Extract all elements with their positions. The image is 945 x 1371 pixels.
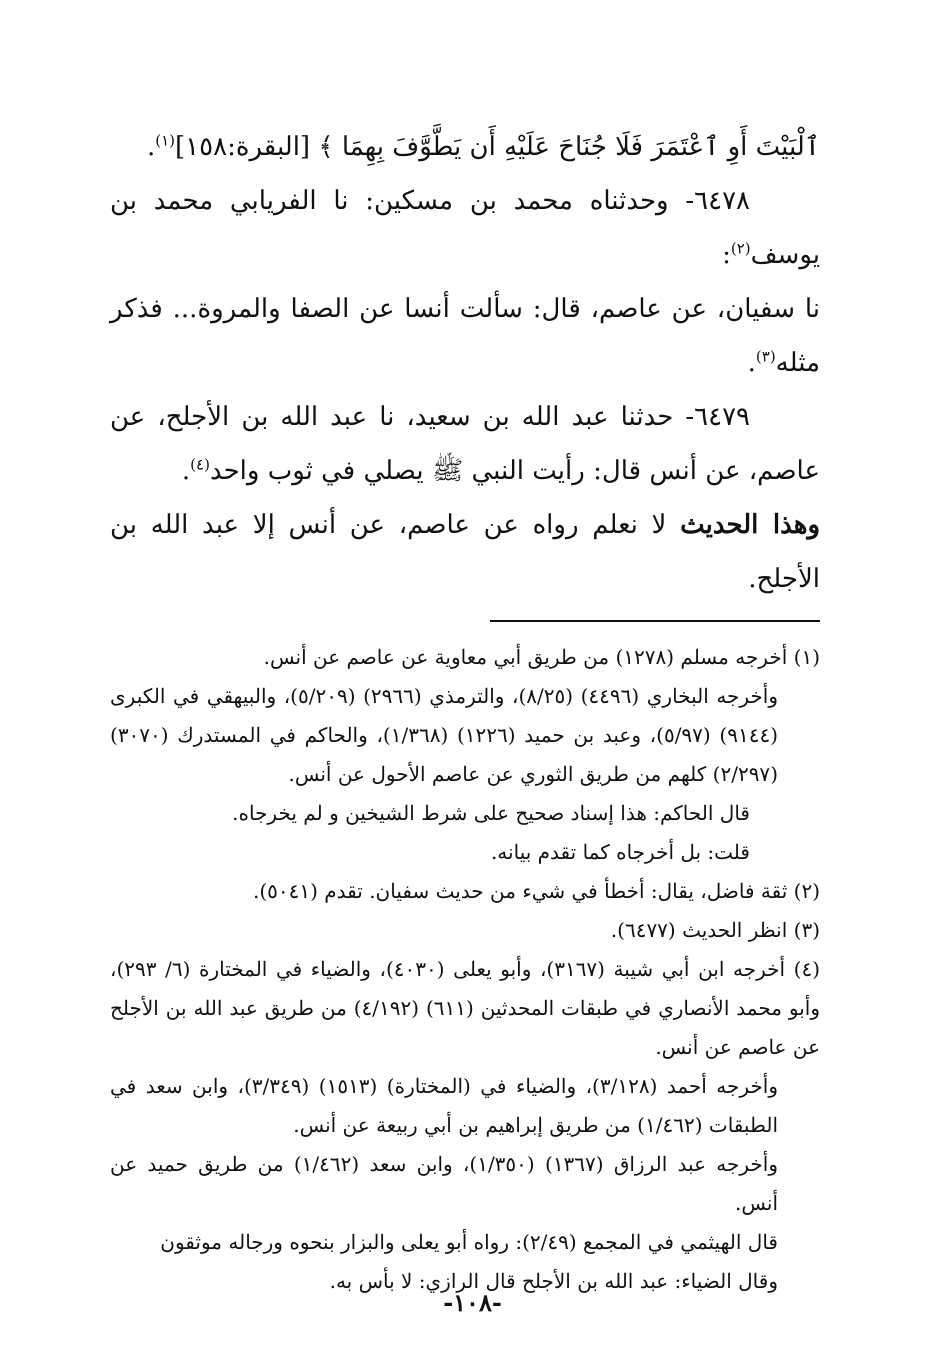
footnote-ref-4[interactable]: (٤) bbox=[190, 455, 210, 474]
footnote-ref-1[interactable]: (١) bbox=[155, 131, 175, 150]
hadith-6478-text: ٦٤٧٨- وحدثناه محمد بن مسكين: نا الفريابي محمد بن يوسف bbox=[110, 186, 820, 270]
footnote-4-ahmad: وأخرجه أحمد (٣/١٢٨)، والضياء في (المختارة) (١٥١٣) (٣/٣٤٩)، وابن سعد في الطبقات (١/٤٦٢) من طريق إبراهيم بن أبي ربيعة عن أنس. bbox=[110, 1074, 778, 1137]
page-number: -١٠٨- bbox=[443, 1288, 502, 1317]
main-text bbox=[110, 120, 820, 606]
footnote-ref-3[interactable]: (٣) bbox=[755, 347, 776, 366]
hadith-6478-continued: نا سفيان، عن عاصم، قال: سألت أنسا عن الصفا والمروة... فذكر مثله$^{(٣)}$. bbox=[110, 294, 820, 378]
hadith-6479: ٦٤٧٩- حدثنا عبد الله بن سعيد، نا عبد الله بن الأجلح، عن عاصم، عن أنس قال: رأيت النبي ﷺ يصلي في ثوب واحد$^{(٤)}$. bbox=[110, 402, 820, 486]
footnotes bbox=[110, 638, 820, 1301]
quran-verse-paragraph: ٱلْبَيْتَ أَوِ ٱعْتَمَرَ فَلَا جُنَاحَ عَلَيْهِ أَن يَطَّوَّفَ بِهِمَا ﴾ [البقرة:١٥٨]$^{(١)}$. bbox=[146, 131, 820, 162]
footnote-2: (٢) ثقة فاضل، يقال: أخطأ في شيء من حديث سفيان. تقدم (٥٠٤١). bbox=[252, 879, 820, 903]
footnote-divider bbox=[490, 620, 820, 622]
footnote-1-remark: قلت: بل أخرجاه كما تقدم بيانه. bbox=[490, 840, 750, 864]
footnote-1-hakim: قال الحاكم: هذا إسناد صحيح على شرط الشيخين و لم يخرجاه. bbox=[232, 801, 750, 825]
hadith-6478: ٦٤٧٨- وحدثناه محمد بن مسكين: نا الفريابي محمد بن يوسف$^{(٢)}$: bbox=[110, 186, 820, 270]
hadith-6479-text: ٦٤٧٩- حدثنا عبد الله بن سعيد، نا عبد الله بن الأجلح، عن عاصم، عن أنس قال: رأيت النبي ﷺ يصلي في ثوب واحد bbox=[110, 402, 820, 486]
footnote-1: (١) أخرجه مسلم (١٢٧٨) من طريق أبي معاوية عن عاصم عن أنس. bbox=[263, 645, 820, 669]
commentary-bold-phrase: وهذا الحديث bbox=[680, 510, 820, 540]
page-content bbox=[110, 120, 820, 1301]
footnote-ref-2[interactable]: (٢) bbox=[730, 239, 751, 258]
footnote-3: (٣) انظر الحديث (٦٤٧٧). bbox=[610, 918, 820, 942]
footnote-1-sources: وأخرجه البخاري (٤٤٩٦) (٨/٢٥)، والترمذي (٢٩٦٦) (٥/٢٠٩)، والبيهقي في الكبرى (٩١٤٤) (٥/٩٧)، وعبد بن حميد (١٢٢٦) (١/٣٦٨)، والحاكم في المستدرك (٣٠٧٠) (٢/٢٩٧) كلهم من طريق الثوري عن عاصم الأحول عن أنس. bbox=[110, 684, 779, 786]
footnote-4: (٤) أخرجه ابن أبي شيبة (٣١٦٧)، وأبو يعلى (٤٠٣٠)، والضياء في المختارة (٦/ ٢٩٣)، وأبو محمد الأنصاري في طبقات المحدثين (٦١١) (٤/١٩٢) من طريق عبد الله بن الأجلح عن عاصم عن أنس. bbox=[110, 957, 820, 1059]
footnote-4-abdurrazzaq: وأخرجه عبد الرزاق (١٣٦٧) (١/٣٥٠)، وابن سعد (١/٤٦٢) من طريق حميد عن أنس. bbox=[110, 1152, 778, 1215]
footnote-4-diya: وقال الضياء: عبد الله بن الأجلح قال الرازي: لا بأس به. bbox=[329, 1269, 778, 1293]
commentary-text: لا نعلم رواه عن عاصم، عن أنس إلا عبد الله بن الأجلح. bbox=[110, 510, 820, 594]
commentary-paragraph bbox=[110, 498, 820, 606]
hadith-6478-text-continued: نا سفيان، عن عاصم، قال: سألت أنسا عن الصفا والمروة... فذكر مثله bbox=[110, 294, 820, 378]
quran-verse: ٱلْبَيْتَ أَوِ ٱعْتَمَرَ فَلَا جُنَاحَ عَلَيْهِ أَن يَطَّوَّفَ بِهِمَا ﴾ [البقرة:١٥٨] bbox=[175, 132, 820, 162]
footnote-4-haythami: قال الهيثمي في المجمع (٢/٤٩): رواه أبو يعلى والبزار بنحوه ورجاله موثقون bbox=[160, 1230, 778, 1254]
